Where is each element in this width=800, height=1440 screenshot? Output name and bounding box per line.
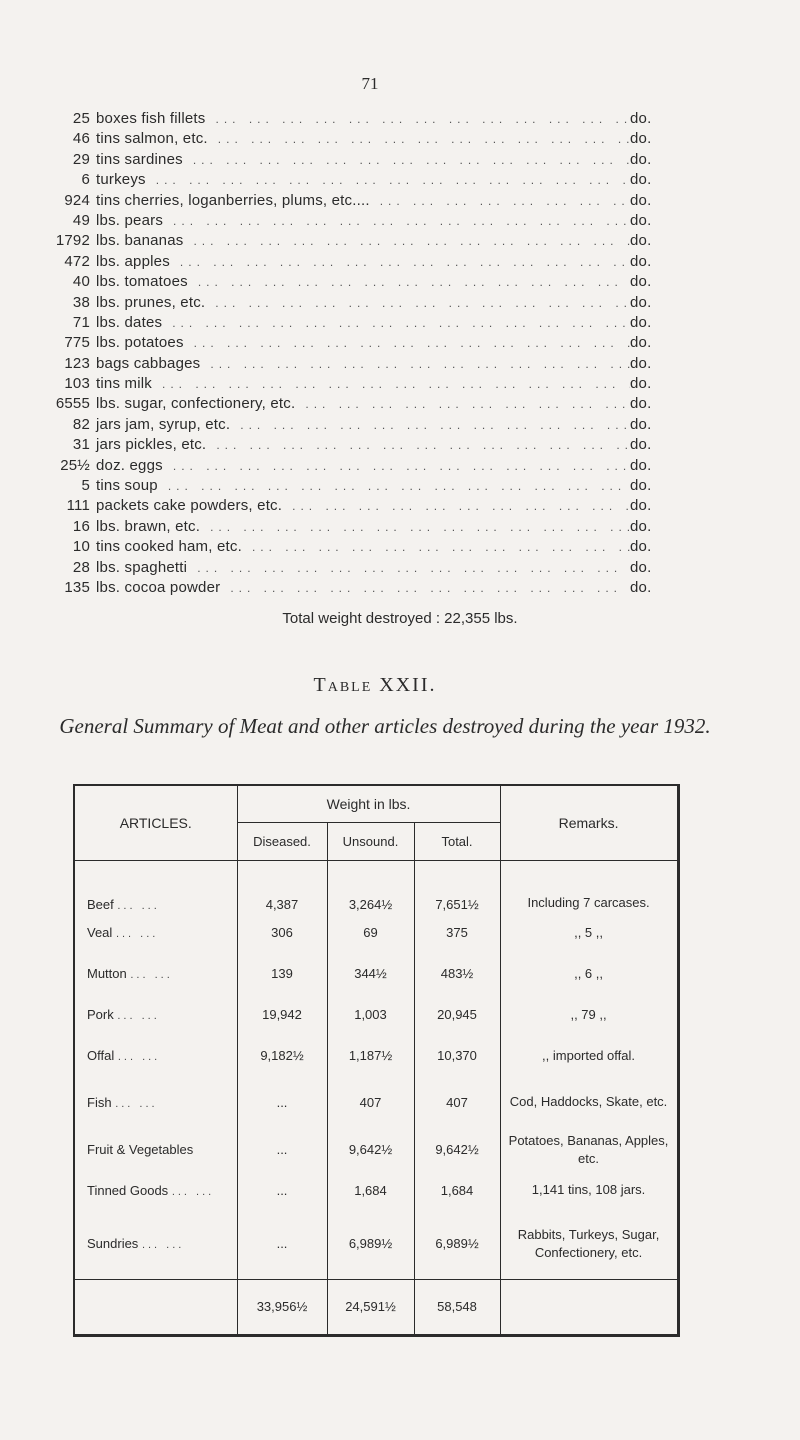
leader-dots [200,520,630,534]
row-article [74,953,237,994]
item-quantity: 111 [66,497,90,515]
item-description: lbs. apples [96,252,170,270]
row-remarks: ,, 79 ,, [500,994,678,1035]
item-description: tins milk [96,375,152,393]
item-quantity: 16 [72,517,90,535]
item-quantity: 1792 [55,232,90,250]
item-quantity: 6 [81,171,90,189]
row-unsound: 1,187½ [327,1035,414,1076]
leader-dots [170,255,630,269]
item-ditto: do. [630,517,652,535]
item-description: lbs. tomatoes [96,273,188,291]
leader-dots [205,296,630,310]
article-dots: ... ... [141,1239,185,1252]
article-name: Veal [87,925,113,940]
item-description: lbs. dates [96,313,163,331]
item-quantity: 472 [64,252,90,270]
leader-dots [370,194,630,208]
total-weight-line: Total weight destroyed : 22,355 lbs. [282,610,518,627]
table-row [74,953,678,994]
leader-dots [206,438,630,452]
item-quantity: 135 [64,578,90,596]
article-dots: ... ... [115,1097,158,1110]
totals-row [74,1279,678,1335]
item-description: turkeys [96,171,146,189]
item-ditto: do. [630,232,652,250]
row-article [74,860,237,912]
row-article [74,1035,237,1076]
list-item [30,477,670,497]
destroyed-items-list [30,110,670,599]
row-remarks: ,, 5 ,, [500,912,678,953]
item-ditto: do. [630,375,652,393]
row-total: 20,945 [414,994,500,1035]
row-remarks: 1,141 tins, 108 jars. [500,1171,678,1209]
leader-dots [188,275,630,289]
item-ditto: do. [630,334,652,352]
list-item [30,314,670,334]
totals-blank [74,1279,237,1335]
total-diseased: 33,956½ [237,1279,327,1335]
row-unsound: 9,642½ [327,1128,414,1171]
item-quantity: 10 [72,538,90,556]
article-name: Beef [87,897,114,912]
item-ditto: do. [630,313,652,331]
article-dots: ... ... [117,900,160,912]
row-remarks: Including 7 carcases. [500,860,678,912]
list-item [30,273,670,293]
item-ditto: do. [630,354,652,372]
list-item [30,171,670,191]
leader-dots [162,316,630,330]
row-unsound: 69 [327,912,414,953]
row-article [74,912,237,953]
table-row [74,1035,678,1076]
list-item [30,212,670,232]
item-ditto: do. [630,395,652,413]
item-description: lbs. spaghetti [96,558,188,576]
list-item [30,192,670,212]
total-unsound: 24,591½ [327,1279,414,1335]
article-dots: ... ... [117,1010,160,1022]
summary-table [73,784,680,1337]
table-row [74,1209,678,1279]
list-item [30,294,670,314]
item-quantity: 49 [72,211,90,229]
item-quantity: 38 [72,293,90,311]
list-item [30,559,670,579]
item-description: boxes fish fillets [96,110,206,127]
item-ditto: do. [630,538,652,556]
item-quantity: 29 [72,150,90,168]
total-total: 58,548 [414,1279,500,1335]
item-description: tins soup [96,477,158,495]
leader-dots [158,479,630,493]
list-item [30,579,670,599]
table-caption: General Summary of Meat and other articles destroyed during the year 1932. [59,714,711,738]
header-articles: ARTICLES. [74,785,237,860]
row-article [74,994,237,1035]
table-row [74,994,678,1035]
list-item [30,538,670,558]
table-row [74,1128,678,1171]
row-diseased: ... [237,1209,327,1279]
item-description: tins cooked ham, etc. [96,538,242,556]
item-description: tins cherries, loganberries, plums, etc.... [96,191,370,209]
page-number: 71 [361,74,379,93]
list-item [30,416,670,436]
row-unsound: 6,989½ [327,1209,414,1279]
item-description: bags cabbages [96,354,201,372]
item-ditto: do. [630,252,652,270]
item-ditto: do. [630,191,652,209]
list-item [30,130,670,150]
leader-dots [282,499,630,513]
row-unsound: 407 [327,1076,414,1128]
list-item [30,355,670,375]
list-item [30,151,670,171]
item-ditto: do. [630,130,652,148]
header-total: Total. [414,822,500,860]
item-description: lbs. brawn, etc. [96,517,201,535]
item-ditto: do. [630,211,652,229]
item-description: doz. eggs [96,456,163,474]
item-description: tins sardines [96,150,183,168]
table-title: Table XXII. [313,674,437,696]
item-ditto: do. [630,273,652,291]
article-name: Mutton [87,966,127,981]
item-quantity: 6555 [55,395,90,413]
leader-dots [184,336,630,350]
row-unsound: 3,264½ [327,860,414,912]
leader-dots [183,234,630,248]
item-ditto: do. [630,293,652,311]
item-description: jars pickles, etc. [96,436,207,454]
table-row [74,860,678,912]
list-item [30,375,670,395]
article-name: Fish [87,1094,112,1110]
leader-dots [205,112,630,126]
leader-dots [163,459,630,473]
item-quantity: 28 [72,558,90,576]
row-unsound: 1,684 [327,1171,414,1209]
leader-dots [163,214,630,228]
item-ditto: do. [630,415,652,433]
article-dots: ... ... [171,1185,215,1198]
item-quantity: 82 [72,415,90,433]
row-total: 6,989½ [414,1209,500,1279]
article-dots: ... ... [130,969,173,981]
item-quantity: 25½ [60,456,90,474]
leader-dots [242,540,630,554]
item-description: lbs. pears [96,211,164,229]
leader-dots [208,132,630,146]
item-ditto: do. [630,110,652,127]
list-item [30,232,670,252]
row-total: 1,684 [414,1171,500,1209]
row-total: 407 [414,1076,500,1128]
item-quantity: 71 [72,313,90,331]
table-row [74,1171,678,1209]
row-article [74,1076,237,1128]
leader-dots [152,377,630,391]
item-quantity: 775 [64,334,90,352]
header-remarks: Remarks. [500,785,678,860]
row-remarks: ,, 6 ,, [500,953,678,994]
row-diseased: ... [237,1171,327,1209]
list-item [30,110,670,130]
item-ditto: do. [630,578,652,596]
row-total: 483½ [414,953,500,994]
row-diseased: 306 [237,912,327,953]
row-remarks: Potatoes, Bananas, Apples, etc. [500,1128,678,1171]
item-quantity: 924 [64,191,90,209]
item-description: packets cake powders, etc. [96,497,283,515]
item-description: lbs. cocoa powder [96,578,221,596]
leader-dots [146,173,630,187]
row-diseased: ... [237,1128,327,1171]
item-ditto: do. [630,171,652,189]
item-ditto: do. [630,477,652,495]
item-description: lbs. bananas [96,232,184,250]
item-ditto: do. [630,497,652,515]
item-quantity: 25 [72,110,90,127]
row-total: 375 [414,912,500,953]
row-diseased: 139 [237,953,327,994]
item-ditto: do. [630,456,652,474]
item-ditto: do. [630,558,652,576]
item-quantity: 5 [81,477,90,495]
list-item [30,497,670,517]
row-article [74,1209,237,1279]
list-item [30,436,670,456]
row-remarks: Rabbits, Turkeys, Sugar, Confectionery, etc. [500,1209,678,1279]
item-ditto: do. [630,436,652,454]
list-item [30,518,670,538]
leader-dots [200,357,630,371]
leader-dots [183,153,630,167]
item-quantity: 31 [72,436,90,454]
row-diseased: 19,942 [237,994,327,1035]
item-description: lbs. potatoes [96,334,184,352]
totals-remarks-blank [500,1279,678,1335]
leader-dots [230,418,630,432]
item-quantity: 46 [72,130,90,148]
list-item [30,395,670,415]
item-description: jars jam, syrup, etc. [96,415,231,433]
article-name: Tinned Goods [87,1182,169,1198]
row-total: 7,651½ [414,860,500,912]
leader-dots [220,581,630,595]
article-name: Offal [87,1048,115,1063]
row-article [74,1171,237,1209]
header-weight: Weight in lbs. [237,785,500,822]
list-item [30,457,670,477]
table-row [74,1076,678,1128]
row-unsound: 344½ [327,953,414,994]
item-description: lbs. sugar, confectionery, etc. [96,395,296,413]
item-quantity: 40 [72,273,90,291]
item-ditto: do. [630,150,652,168]
row-diseased: 4,387 [237,860,327,912]
article-name: Pork [87,1007,114,1022]
header-unsound: Unsound. [327,822,414,860]
row-remarks: ,, imported offal. [500,1035,678,1076]
row-diseased: 9,182½ [237,1035,327,1076]
item-description: tins salmon, etc. [96,130,208,148]
leader-dots [187,561,630,575]
item-quantity: 123 [64,354,90,372]
article-dots: ... ... [117,1051,161,1063]
row-total: 9,642½ [414,1128,500,1171]
row-remarks: Cod, Haddocks, Skate, etc. [500,1076,678,1128]
row-total: 10,370 [414,1035,500,1076]
item-quantity: 103 [64,375,90,393]
item-description: lbs. prunes, etc. [96,293,206,311]
row-unsound: 1,003 [327,994,414,1035]
article-name: Sundries [87,1236,139,1252]
article-name: Fruit & Vegetables [87,1142,194,1157]
row-diseased: ... [237,1076,327,1128]
list-item [30,253,670,273]
header-diseased: Diseased. [237,822,327,860]
row-article [74,1128,237,1171]
table-row [74,912,678,953]
article-dots: ... ... [115,928,159,940]
list-item [30,334,670,354]
leader-dots [295,397,630,411]
